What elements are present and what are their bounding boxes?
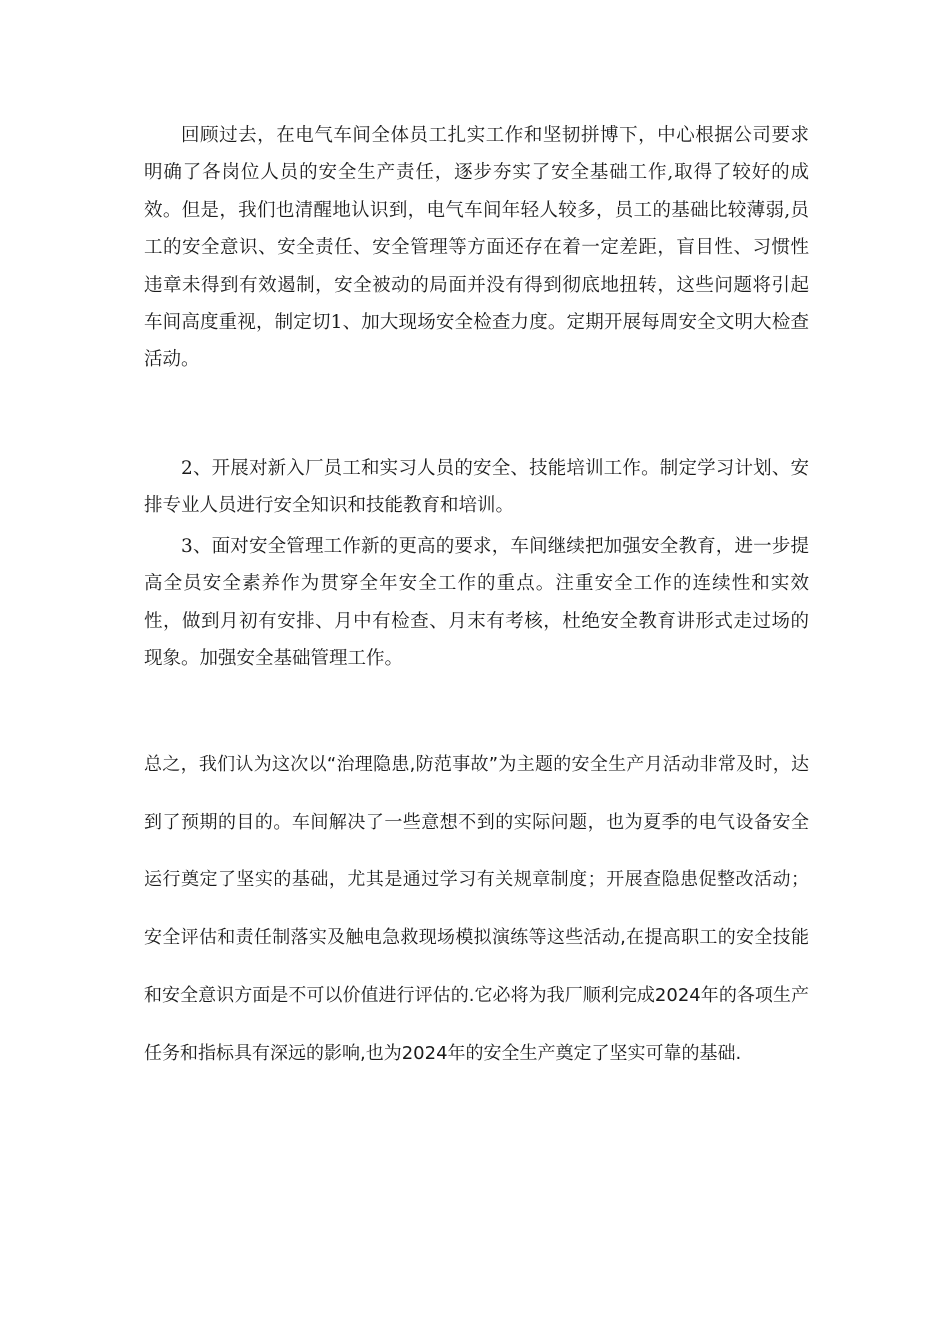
paragraph-conclusion: 总之，我们认为这次以“治理隐患,防范事故”为主题的安全生产月活动非常及时，达到了预期的目的。车间解决了一些意想不到的实际问题，也为夏季的电气设备安全运行奠定了坚实的基础，尤其是通过学习有关规章制度；开展查隐患促整改活动；安全评估和责任制落实及触电急救现场模拟演练等这些活动,在提高职工的安全技能和安全意识方面是不可以价值进行评估的.它必将为我厂顺利完成2024年的各项生产任务和指标具有深远的影响,也为2024年的安全生产奠定了坚实可靠的基础. (144, 754, 809, 1064)
paragraph-item-3: 3、面对安全管理工作新的更高的要求，车间继续把加强安全教育，进一步提高全员安全素养作为贯穿全年安全工作的重点。注重安全工作的连续性和实效性，做到月初有安排、月中有检查、月末有考核，杜绝安全教育讲形式走过场的现象。加强安全基础管理工作。 (144, 536, 809, 670)
paragraph-item-2: 2、开展对新入厂员工和实习人员的安全、技能培训工作。制定学习计划、安排专业人员进行安全知识和技能教育和培训。 (144, 458, 809, 517)
paragraph-review: 回顾过去，在电气车间全体员工扎实工作和坚韧拼博下，中心根据公司要求明确了各岗位人员的安全生产责任，逐步夯实了安全基础工作,取得了较好的成效。但是，我们也清醒地认识到，电气车间年轻人较多，员工的基础比较薄弱,员工的安全意识、安全责任、安全管理等方面还存在着一定差距，盲目性、习惯性违章未得到有效遏制，安全被动的局面并没有得到彻底地扭转，这些问题将引起车间高度重视，制定切1、加大现场安全检查力度。定期开展每周安全文明大检查活动。 (144, 125, 809, 371)
